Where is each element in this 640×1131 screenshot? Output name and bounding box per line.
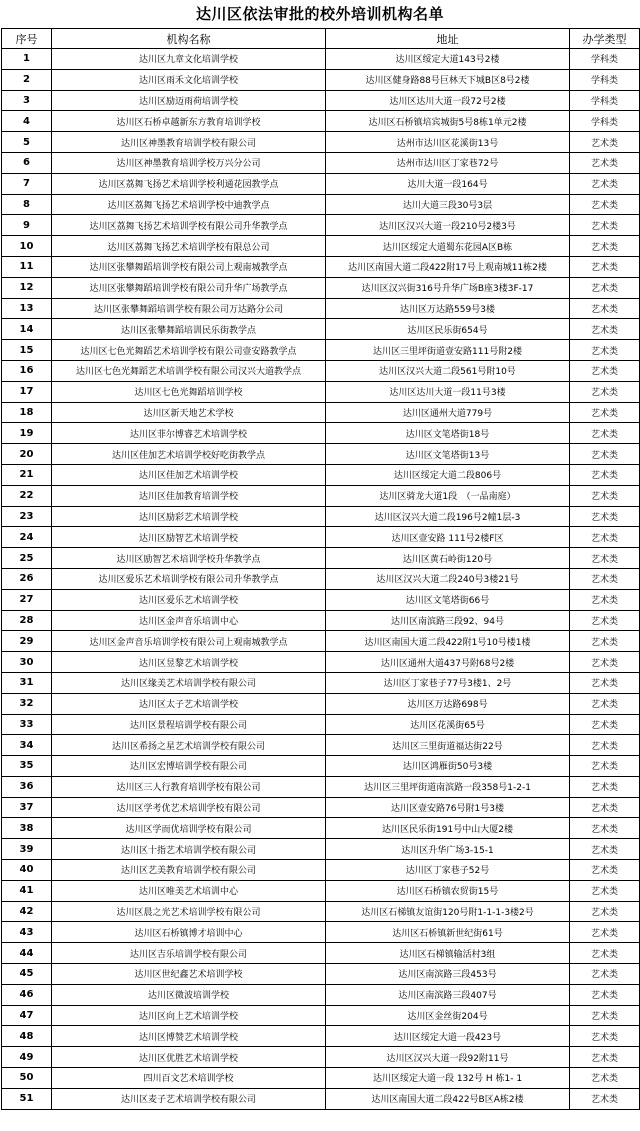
table-row	[2, 1005, 640, 1026]
school-type: 艺术类	[570, 797, 640, 818]
address: 达川区绥定大道一段423号	[326, 1026, 570, 1047]
institution-table	[1, 28, 640, 1110]
table-row	[2, 381, 640, 402]
table-row	[2, 1068, 640, 1089]
school-type: 艺术类	[570, 610, 640, 631]
address: 达川区三里街道福达街22号	[326, 735, 570, 756]
row-index: 48	[2, 1026, 52, 1047]
address: 达川区石梯镇输活村3组	[326, 943, 570, 964]
address: 达川区绥定大道一段 132号 H 栋1- 1	[326, 1068, 570, 1089]
address: 达川区三里坪街道壹安路111号附2楼	[326, 340, 570, 361]
header-school-type: 办学类型	[570, 29, 640, 49]
address: 达州市达川区花溪街13号	[326, 132, 570, 153]
school-type: 艺术类	[570, 901, 640, 922]
row-index: 49	[2, 1047, 52, 1068]
table-row	[2, 464, 640, 485]
school-type: 艺术类	[570, 256, 640, 277]
table-row	[2, 776, 640, 797]
institution-name: 达川区励彩艺术培训学校	[52, 506, 326, 527]
institution-name: 达川区爱乐艺术培训学校	[52, 589, 326, 610]
table-row	[2, 236, 640, 257]
institution-name: 达川区三人行教育培训学校有限公司	[52, 776, 326, 797]
row-index: 17	[2, 381, 52, 402]
table-row	[2, 402, 640, 423]
institution-name: 达川区张攀舞蹈培训学校有限公司上观南城教学点	[52, 256, 326, 277]
row-index: 19	[2, 423, 52, 444]
table-row	[2, 49, 640, 70]
school-type: 艺术类	[570, 818, 640, 839]
row-index: 45	[2, 964, 52, 985]
institution-name: 达川区荔舞飞扬艺术培训学校有限总公司	[52, 236, 326, 257]
address: 达川区汉兴街316号升华广场B座3楼3F-17	[326, 277, 570, 298]
table-row	[2, 652, 640, 673]
table-row	[2, 1088, 640, 1109]
school-type: 艺术类	[570, 485, 640, 506]
institution-name: 达川区九章文化培训学校	[52, 49, 326, 70]
address: 达川区通州大道437号附68号2楼	[326, 652, 570, 673]
row-index: 2	[2, 69, 52, 90]
row-index: 15	[2, 340, 52, 361]
institution-name: 达川区荔舞飞扬艺术培训学校有限公司升华教学点	[52, 215, 326, 236]
table-row	[2, 256, 640, 277]
school-type: 学科类	[570, 49, 640, 70]
table-row	[2, 360, 640, 381]
row-index: 18	[2, 402, 52, 423]
institution-name: 达川区佳加教育培训学校	[52, 485, 326, 506]
address: 达川大道三段30号3层	[326, 194, 570, 215]
institution-name: 达川区艺美教育培训学校有限公司	[52, 860, 326, 881]
school-type: 艺术类	[570, 1026, 640, 1047]
institution-name: 达川区石桥镇博才培训中心	[52, 922, 326, 943]
row-index: 20	[2, 444, 52, 465]
address: 达川区南滨路三段453号	[326, 964, 570, 985]
header-institution-name: 机构名称	[52, 29, 326, 49]
table-row	[2, 922, 640, 943]
row-index: 9	[2, 215, 52, 236]
institution-name: 达川区新天地艺术学校	[52, 402, 326, 423]
institution-name: 达川区麦子艺术培训学校有限公司	[52, 1088, 326, 1109]
institution-name: 达川区荔舞飞扬艺术培训学校中迪教学点	[52, 194, 326, 215]
school-type: 艺术类	[570, 589, 640, 610]
school-type: 学科类	[570, 111, 640, 132]
table-row	[2, 610, 640, 631]
school-type: 艺术类	[570, 880, 640, 901]
school-type: 艺术类	[570, 839, 640, 860]
row-index: 3	[2, 90, 52, 111]
institution-name: 达川区世纪鑫艺术培训学校	[52, 964, 326, 985]
row-index: 31	[2, 672, 52, 693]
row-index: 25	[2, 548, 52, 569]
row-index: 43	[2, 922, 52, 943]
address: 达川区石桥镇培宾城街5号8栋1单元2楼	[326, 111, 570, 132]
address: 达川区骑龙大道1段 （一品南庭）	[326, 485, 570, 506]
address: 达川区石桥镇农贸街15号	[326, 880, 570, 901]
school-type: 艺术类	[570, 319, 640, 340]
row-index: 21	[2, 464, 52, 485]
address: 达川区文笔塔街18号	[326, 423, 570, 444]
institution-name: 达川区学而优培训学校有限公司	[52, 818, 326, 839]
address: 达川区石桥镇新世纪街61号	[326, 922, 570, 943]
institution-name: 达川区七色光舞蹈艺术培训学校有限公司壹安路教学点	[52, 340, 326, 361]
row-index: 41	[2, 880, 52, 901]
institution-name: 四川百文艺术培训学校	[52, 1068, 326, 1089]
table-row	[2, 568, 640, 589]
row-index: 7	[2, 173, 52, 194]
address: 达川区丁家巷子77号3楼1、2号	[326, 672, 570, 693]
school-type: 艺术类	[570, 756, 640, 777]
address: 达川区南国大道二段422附1号10号楼1楼	[326, 631, 570, 652]
table-body	[2, 49, 640, 1110]
institution-name: 达川区佳加艺术培训学校好吃街教学点	[52, 444, 326, 465]
row-index: 39	[2, 839, 52, 860]
address: 达川区达川大道一段11号3楼	[326, 381, 570, 402]
row-index: 38	[2, 818, 52, 839]
row-index: 34	[2, 735, 52, 756]
address: 达州市达川区丁家巷72号	[326, 152, 570, 173]
school-type: 艺术类	[570, 423, 640, 444]
row-index: 47	[2, 1005, 52, 1026]
row-index: 50	[2, 1068, 52, 1089]
row-index: 26	[2, 568, 52, 589]
table-row	[2, 298, 640, 319]
institution-name: 达川区神墨教育培训学校万兴分公司	[52, 152, 326, 173]
table-row	[2, 984, 640, 1005]
institution-name: 达川区优胜艺术培训学校	[52, 1047, 326, 1068]
row-index: 27	[2, 589, 52, 610]
table-row	[2, 215, 640, 236]
row-index: 33	[2, 714, 52, 735]
institution-name: 达川区雨禾文化培训学校	[52, 69, 326, 90]
address: 达川区南滨路三段92、94号	[326, 610, 570, 631]
address: 达川区汉兴大道二段196号2幢1层-3	[326, 506, 570, 527]
address: 达川区达川大道一段72号2楼	[326, 90, 570, 111]
institution-name: 达川区张攀舞蹈培训民乐街教学点	[52, 319, 326, 340]
school-type: 艺术类	[570, 173, 640, 194]
school-type: 艺术类	[570, 236, 640, 257]
address: 达川区升华广场3-15-1	[326, 839, 570, 860]
address: 达川区南国大道二段422号B区A栋2楼	[326, 1088, 570, 1109]
table-row	[2, 111, 640, 132]
row-index: 12	[2, 277, 52, 298]
row-index: 23	[2, 506, 52, 527]
address: 达川区绥定大道蜀东花园A区B栋	[326, 236, 570, 257]
school-type: 艺术类	[570, 548, 640, 569]
school-type: 艺术类	[570, 1068, 640, 1089]
school-type: 艺术类	[570, 132, 640, 153]
row-index: 32	[2, 693, 52, 714]
institution-name: 达川区石桥卓越新东方教育培训学校	[52, 111, 326, 132]
row-index: 51	[2, 1088, 52, 1109]
school-type: 艺术类	[570, 527, 640, 548]
address: 达川区壹安路 111号2楼F区	[326, 527, 570, 548]
institution-name: 达川区十指艺术培训学校有限公司	[52, 839, 326, 860]
address: 达川区花溪街65号	[326, 714, 570, 735]
school-type: 艺术类	[570, 194, 640, 215]
address: 达川区南国大道二段422附17号上观南城11栋2楼	[326, 256, 570, 277]
table-row	[2, 756, 640, 777]
institution-name: 达川区博赞艺术培训学校	[52, 1026, 326, 1047]
institution-name: 达川区希扬之星艺术培训学校有限公司	[52, 735, 326, 756]
school-type: 学科类	[570, 90, 640, 111]
row-index: 10	[2, 236, 52, 257]
table-row	[2, 277, 640, 298]
row-index: 5	[2, 132, 52, 153]
address: 达川区鸿雁街50号3楼	[326, 756, 570, 777]
institution-name: 达川区吉乐培训学校有限公司	[52, 943, 326, 964]
institution-name: 达川区唯美艺术培训中心	[52, 880, 326, 901]
table-row	[2, 735, 640, 756]
row-index: 22	[2, 485, 52, 506]
table-row	[2, 506, 640, 527]
table-row	[2, 901, 640, 922]
school-type: 艺术类	[570, 860, 640, 881]
school-type: 学科类	[570, 69, 640, 90]
school-type: 艺术类	[570, 652, 640, 673]
row-index: 29	[2, 631, 52, 652]
table-row	[2, 672, 640, 693]
school-type: 艺术类	[570, 964, 640, 985]
row-index: 35	[2, 756, 52, 777]
institution-name: 达川区晨之光艺术培训学校有限公司	[52, 901, 326, 922]
row-index: 40	[2, 860, 52, 881]
row-index: 6	[2, 152, 52, 173]
school-type: 艺术类	[570, 984, 640, 1005]
address: 达川区民乐街654号	[326, 319, 570, 340]
address: 达川区万达路559号3楼	[326, 298, 570, 319]
row-index: 28	[2, 610, 52, 631]
table-row	[2, 548, 640, 569]
table-row	[2, 90, 640, 111]
table-row	[2, 964, 640, 985]
table-row	[2, 860, 640, 881]
table-row	[2, 693, 640, 714]
school-type: 艺术类	[570, 402, 640, 423]
school-type: 艺术类	[570, 464, 640, 485]
address: 达川区壹安路76号附1号3楼	[326, 797, 570, 818]
institution-name: 达川区张攀舞蹈培训学校有限公司万达路分公司	[52, 298, 326, 319]
school-type: 艺术类	[570, 506, 640, 527]
school-type: 艺术类	[570, 776, 640, 797]
table-row	[2, 152, 640, 173]
address: 达川区南滨路三段407号	[326, 984, 570, 1005]
institution-name: 达川区爱乐艺术培训学校有限公司升华教学点	[52, 568, 326, 589]
address: 达川区黄石岭街120号	[326, 548, 570, 569]
school-type: 艺术类	[570, 1088, 640, 1109]
institution-name: 达川区励智艺术培训学校升华教学点	[52, 548, 326, 569]
institution-name: 达川区缘美艺术培训学校有限公司	[52, 672, 326, 693]
row-index: 44	[2, 943, 52, 964]
school-type: 艺术类	[570, 714, 640, 735]
table-row	[2, 1026, 640, 1047]
institution-name: 达川区七色光舞蹈培训学校	[52, 381, 326, 402]
address: 达川区文笔塔街13号	[326, 444, 570, 465]
table-row	[2, 589, 640, 610]
row-index: 4	[2, 111, 52, 132]
row-index: 36	[2, 776, 52, 797]
institution-name: 达川区微波培训学校	[52, 984, 326, 1005]
table-row	[2, 880, 640, 901]
address: 达川区通州大道779号	[326, 402, 570, 423]
school-type: 艺术类	[570, 340, 640, 361]
row-index: 8	[2, 194, 52, 215]
row-index: 1	[2, 49, 52, 70]
address: 达川区汉兴大道二段240号3楼21号	[326, 568, 570, 589]
address: 达川区丁家巷子52号	[326, 860, 570, 881]
institution-name: 达川区金声音乐培训学校有限公司上观南城教学点	[52, 631, 326, 652]
table-row	[2, 69, 640, 90]
table-row	[2, 173, 640, 194]
table-row	[2, 319, 640, 340]
school-type: 艺术类	[570, 943, 640, 964]
table-row	[2, 943, 640, 964]
table-row	[2, 132, 640, 153]
row-index: 11	[2, 256, 52, 277]
table-header-row	[2, 29, 640, 49]
institution-name: 达川区七色光舞蹈艺术培训学校有限公司汉兴大道教学点	[52, 360, 326, 381]
address: 达川区民乐街191号中山大厦2楼	[326, 818, 570, 839]
table-row	[2, 714, 640, 735]
school-type: 艺术类	[570, 360, 640, 381]
institution-name: 达川区佳加艺术培训学校	[52, 464, 326, 485]
institution-name: 达川区神墨教育培训学校有限公司	[52, 132, 326, 153]
table-row	[2, 527, 640, 548]
institution-name: 达川区太子艺术培训学校	[52, 693, 326, 714]
address: 达川区汉兴大道二段561号附10号	[326, 360, 570, 381]
address: 达川区汉兴大道一段92附11号	[326, 1047, 570, 1068]
school-type: 艺术类	[570, 693, 640, 714]
address: 达川区汉兴大道一段210号2楼3号	[326, 215, 570, 236]
header-index: 序号	[2, 29, 52, 49]
institution-name: 达川区励智艺术培训学校	[52, 527, 326, 548]
institution-name: 达川区张攀舞蹈培训学校有限公司升华广场教学点	[52, 277, 326, 298]
row-index: 30	[2, 652, 52, 673]
school-type: 艺术类	[570, 631, 640, 652]
address: 达川区万达路698号	[326, 693, 570, 714]
table-row	[2, 423, 640, 444]
address: 达川区健身路88号巨林天下城B区8号2楼	[326, 69, 570, 90]
school-type: 艺术类	[570, 298, 640, 319]
institution-name: 达川区荔舞飞扬艺术培训学校利通花园教学点	[52, 173, 326, 194]
school-type: 艺术类	[570, 381, 640, 402]
school-type: 艺术类	[570, 444, 640, 465]
table-row	[2, 194, 640, 215]
address: 达川区三里坪街道南滨路一段358号1-2-1	[326, 776, 570, 797]
institution-name: 达川区菲尔博睿艺术培训学校	[52, 423, 326, 444]
row-index: 13	[2, 298, 52, 319]
table-row	[2, 444, 640, 465]
address: 达川大道一段164号	[326, 173, 570, 194]
institution-name: 达川区向上艺术培训学校	[52, 1005, 326, 1026]
school-type: 艺术类	[570, 922, 640, 943]
table-row	[2, 340, 640, 361]
address: 达川区金丝街204号	[326, 1005, 570, 1026]
row-index: 16	[2, 360, 52, 381]
institution-name: 达川区景程培训学校有限公司	[52, 714, 326, 735]
row-index: 46	[2, 984, 52, 1005]
address: 达川区石梯镇友谊街120号附1-1-1-3楼2号	[326, 901, 570, 922]
row-index: 24	[2, 527, 52, 548]
row-index: 42	[2, 901, 52, 922]
header-address: 地址	[326, 29, 570, 49]
table-row	[2, 1047, 640, 1068]
school-type: 艺术类	[570, 672, 640, 693]
school-type: 艺术类	[570, 568, 640, 589]
school-type: 艺术类	[570, 1005, 640, 1026]
row-index: 37	[2, 797, 52, 818]
table-row	[2, 797, 640, 818]
table-row	[2, 839, 640, 860]
row-index: 14	[2, 319, 52, 340]
institution-name: 达川区励迈雨荷培训学校	[52, 90, 326, 111]
school-type: 艺术类	[570, 735, 640, 756]
table-row	[2, 485, 640, 506]
address: 达川区绥定大道143号2楼	[326, 49, 570, 70]
table-row	[2, 631, 640, 652]
institution-name: 达川区宏博培训学校有限公司	[52, 756, 326, 777]
institution-name: 达川区学考优艺术培训学校有限公司	[52, 797, 326, 818]
page-title: 达川区依法审批的校外培训机构名单	[195, 5, 444, 23]
institution-name: 达川区昱黎艺术培训学校	[52, 652, 326, 673]
school-type: 艺术类	[570, 152, 640, 173]
address: 达川区绥定大道二段806号	[326, 464, 570, 485]
school-type: 艺术类	[570, 215, 640, 236]
address: 达川区文笔塔街66号	[326, 589, 570, 610]
institution-name: 达川区金声音乐培训中心	[52, 610, 326, 631]
school-type: 艺术类	[570, 1047, 640, 1068]
table-row	[2, 818, 640, 839]
school-type: 艺术类	[570, 277, 640, 298]
